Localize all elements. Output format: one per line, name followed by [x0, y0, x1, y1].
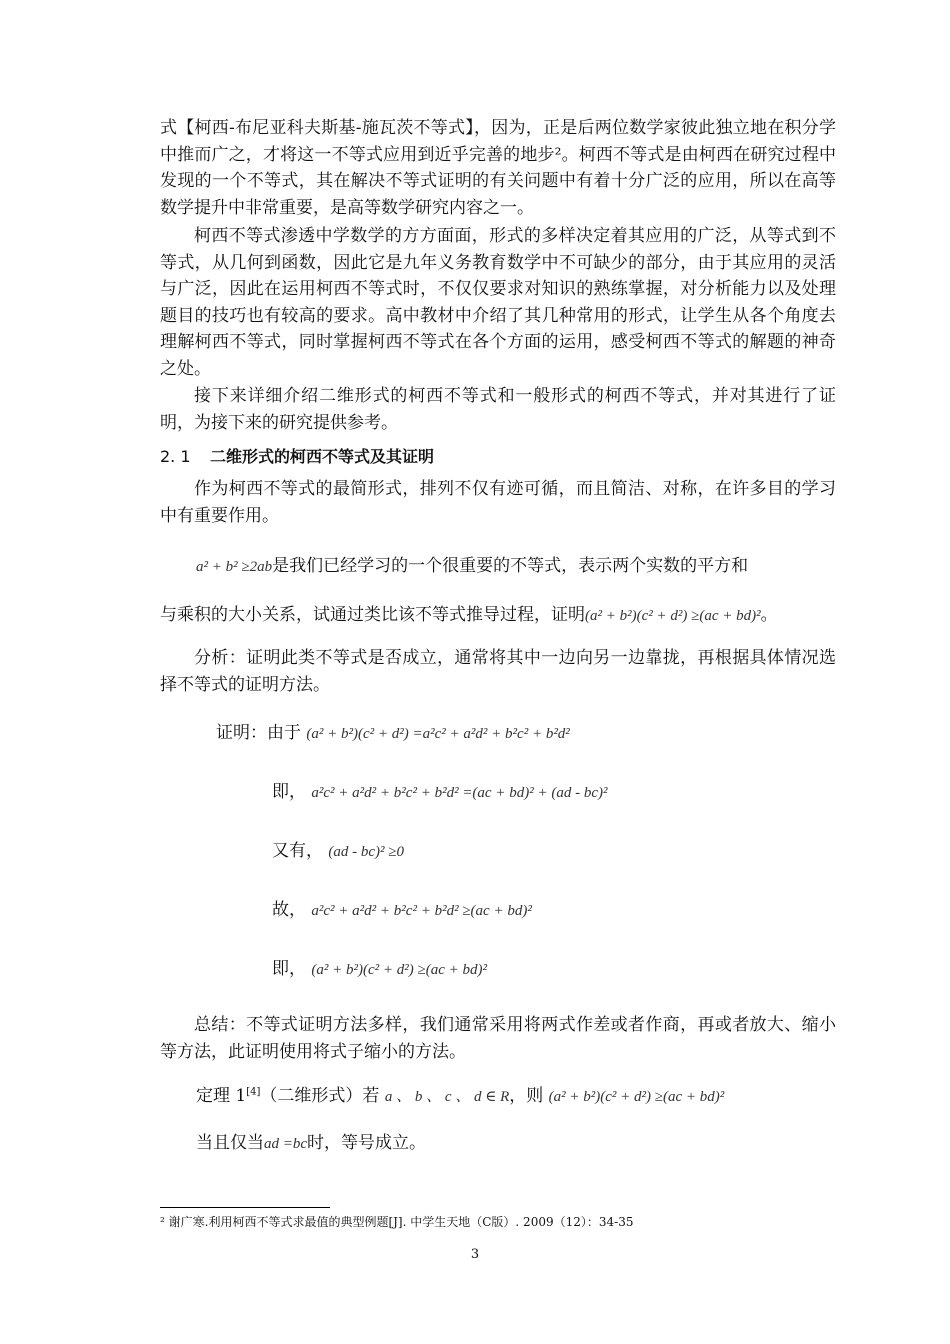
- intro-line-2: [160, 600, 778, 625]
- theorem-formula: (a² + b²)(c² + d²) ≥(ac + bd)²: [548, 1089, 725, 1105]
- intro-line-1: [196, 551, 748, 576]
- formula-target: (a² + b²)(c² + d²) ≥(ac + bd)²: [585, 608, 761, 624]
- proof-line-1: [216, 718, 570, 743]
- section-heading: [160, 444, 434, 467]
- proof-line-3: [272, 836, 404, 861]
- proof-line-2: [272, 777, 607, 802]
- theorem-1: [196, 1081, 724, 1106]
- paragraph-analysis: 分析：证明此类不等式是否成立，通常将其中一边向另一边靠拢，再根据具体情况选择不等式的证明方法。: [160, 648, 836, 695]
- proof-line-4: [272, 895, 532, 920]
- proof-label-2: 即，: [272, 782, 306, 802]
- intro-text-1: 是我们已经学习的一个很重要的不等式，表示两个实数的平方和: [272, 556, 749, 576]
- theorem-text: （二维形式）若: [260, 1086, 380, 1106]
- paragraph-cauchy-history: 式【柯西-布尼亚科夫斯基-施瓦茨不等式】，因为，正是后两位数学家彼此独立地在积分学中推而广之，才将这一不等式应用到近乎完善的地步²。柯西不等式是由柯西在研究过程中发现的一个不等式，其在解决不等式证明的有关问题中有着十分广泛的应用，所以在高等数学提升中非常重要，是高等数学研究内容之一。: [160, 118, 836, 218]
- equality-post: 时，等号成立。: [307, 1133, 427, 1153]
- proof-math-4: a²c² + a²d² + b²c² + b²d² ≥(ac + bd)²: [311, 903, 532, 919]
- proof-line-5: [272, 954, 487, 979]
- section-number: 2. 1: [160, 447, 191, 466]
- paragraph-cauchy-applications: 柯西不等式渗透中学数学的方方面面，形式的多样决定着其应用的广泛，从等式到不等式，从几何到函数，因此它是九年义务教育数学中不可缺少的部分，由于其应用的灵活与广泛，因此在运用柯西不等式时，不仅仅要求对知识的熟练掌握，对分析能力以及处理题目的技巧也有较高的要求。高中教材中介绍了其几种常用的形式，让学生从各个角度去理解柯西不等式，同时掌握柯西不等式在各个方面的运用，感受柯西不等式的解题的神奇之处。: [160, 226, 836, 379]
- theorem-variables: a 、 b 、 c 、 d ∈ R: [384, 1089, 510, 1105]
- equality-condition: [196, 1128, 426, 1153]
- paragraph-summary: 总结：不等式证明方法多样，我们通常采用将两式作差或者作商，再或者放大、缩小等方法，此证明使用将式子缩小的方法。: [160, 1015, 836, 1062]
- proof-label-3: 又有，: [272, 841, 323, 861]
- formula-am-gm: a² + b² ≥2ab: [196, 559, 273, 575]
- intro-end: 。: [760, 605, 778, 625]
- footnote-divider: [160, 1207, 330, 1208]
- equality-formula: ad =bc: [264, 1136, 308, 1152]
- theorem-label: 定理 1: [196, 1086, 247, 1106]
- page-number: 3: [470, 1247, 480, 1262]
- intro-text-2: 与乘积的大小关系，试通过类比该不等式推导过程，证明: [160, 605, 585, 625]
- proof-math-3: (ad - bc)² ≥0: [328, 844, 405, 860]
- equality-pre: 当且仅当: [196, 1133, 264, 1153]
- footnote: ² 谢广寒.利用柯西不等式求最值的典型例题[J]. 中学生天地（C版）. 2009（12）：34-35: [160, 1215, 634, 1229]
- proof-label-5: 即，: [272, 959, 306, 979]
- proof-math-2: a²c² + a²d² + b²c² + b²d² =(ac + bd)² + (ad - bc)²: [311, 785, 608, 801]
- proof-math-5: (a² + b²)(c² + d²) ≥(ac + bd)²: [311, 962, 488, 978]
- paragraph-introduction: 接下来详细介绍二维形式的柯西不等式和一般形式的柯西不等式，并对其进行了证明，为接下来的研究提供参考。: [160, 386, 836, 433]
- theorem-then: ，则: [509, 1086, 544, 1106]
- proof-label-1: 证明：由于: [216, 723, 301, 743]
- paragraph-simplest-form: 作为柯西不等式的最简形式，排列不仅有迹可循，而且简洁、对称，在许多目的学习中有重要作用。: [160, 479, 836, 526]
- proof-label-4: 故，: [272, 900, 306, 920]
- section-title: 二维形式的柯西不等式及其证明: [210, 447, 435, 466]
- theorem-citation: [4]: [246, 1086, 261, 1098]
- proof-math-1: (a² + b²)(c² + d²) =a²c² + a²d² + b²c² + b²d²: [306, 726, 570, 742]
